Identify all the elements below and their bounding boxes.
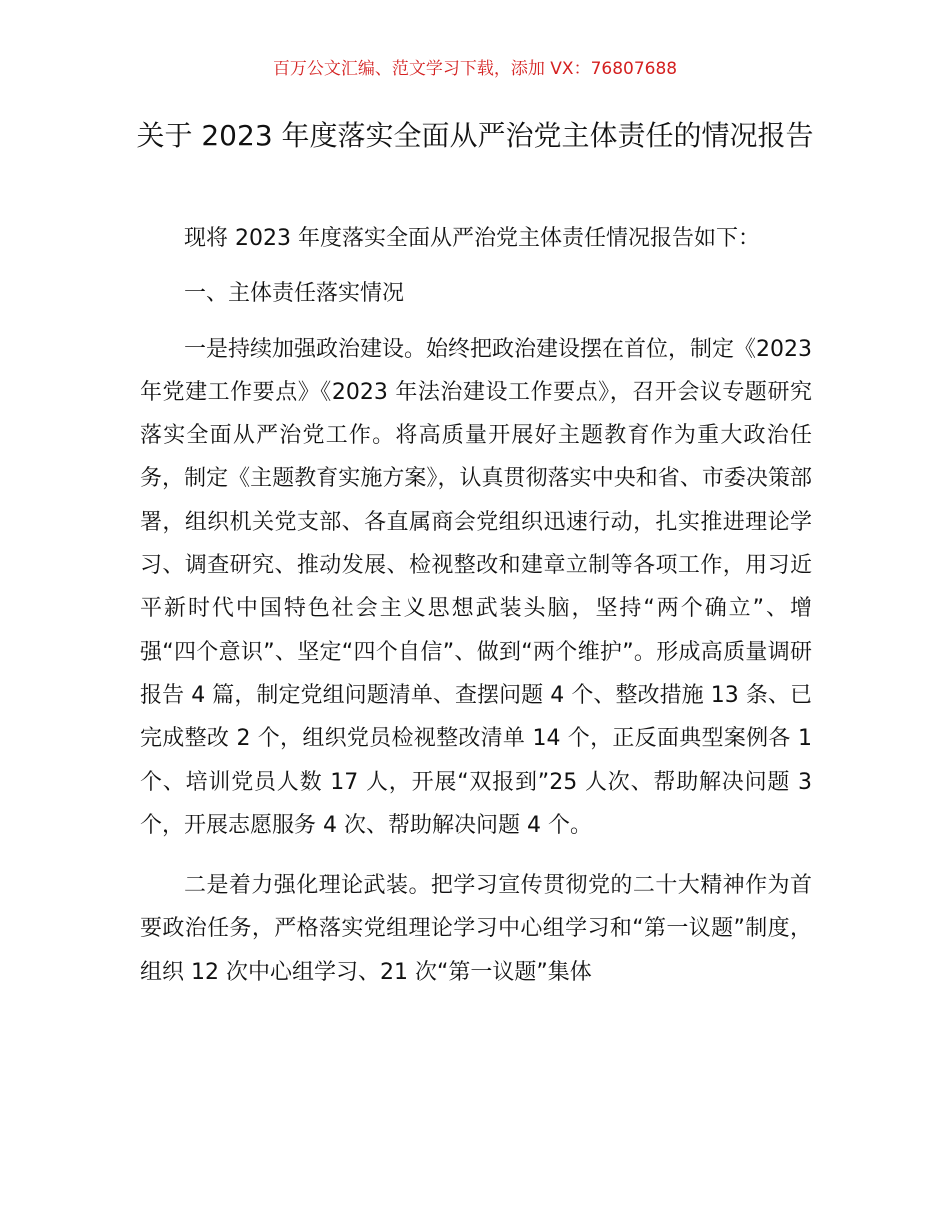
section-heading: 一、主体责任落实情况 [184, 281, 405, 307]
body-paragraph: 一是持续加强政治建设。始终把政治建设摆在首位，制定《2023 年党建工作要点》《2023 年法治建设工作要点》，召开会议专题研究落实全面从严治党工作。将高质量开展好主题教育作为重大政治任务，制定《主题教育实施方案》，认真贯彻落实中央和省、市委决策部署，组织机关党支部、各直属商会党组织迅速行动，扎实推进理论学习、调查研究、推动发展、检视整改和建章立制等各项工作，用习近平新时代中国特色社会主义思想武装头脑，坚持“两个确立”、增强“四个意识”、坚定“四个自信”、做到“两个维护”。形成高质量调研报告 4 篇，制定党组问题清单、查摆问题 4 个、整改措施 13 条、已完成整改 2 个，组织党员检视整改清单 14 个，正反面典型案例各 1 个、培训党员人数 17 人，开展“双报到”25 人次、帮助解决问题 3 个，开展志愿服务 4 次、帮助解决问题 4 个。 [140, 336, 812, 838]
document-title: 关于 2023 年度落实全面从严治党主体责任的情况报告 [136, 119, 814, 152]
intro-paragraph: 现将 2023 年度落实全面从严治党主体责任情况报告如下： [184, 226, 760, 251]
body-paragraph: 二是着力强化理论武装。把学习宣传贯彻党的二十大精神作为首要政治任务，严格落实党组理论学习中心组学习和“第一议题”制度，组织 12 次中心组学习、21 次“第一议题”集体 [140, 873, 812, 985]
document-body [140, 217, 812, 994]
promo-banner: 百万公文汇编、范文学习下载，添加 VX：76807688 [272, 59, 678, 79]
